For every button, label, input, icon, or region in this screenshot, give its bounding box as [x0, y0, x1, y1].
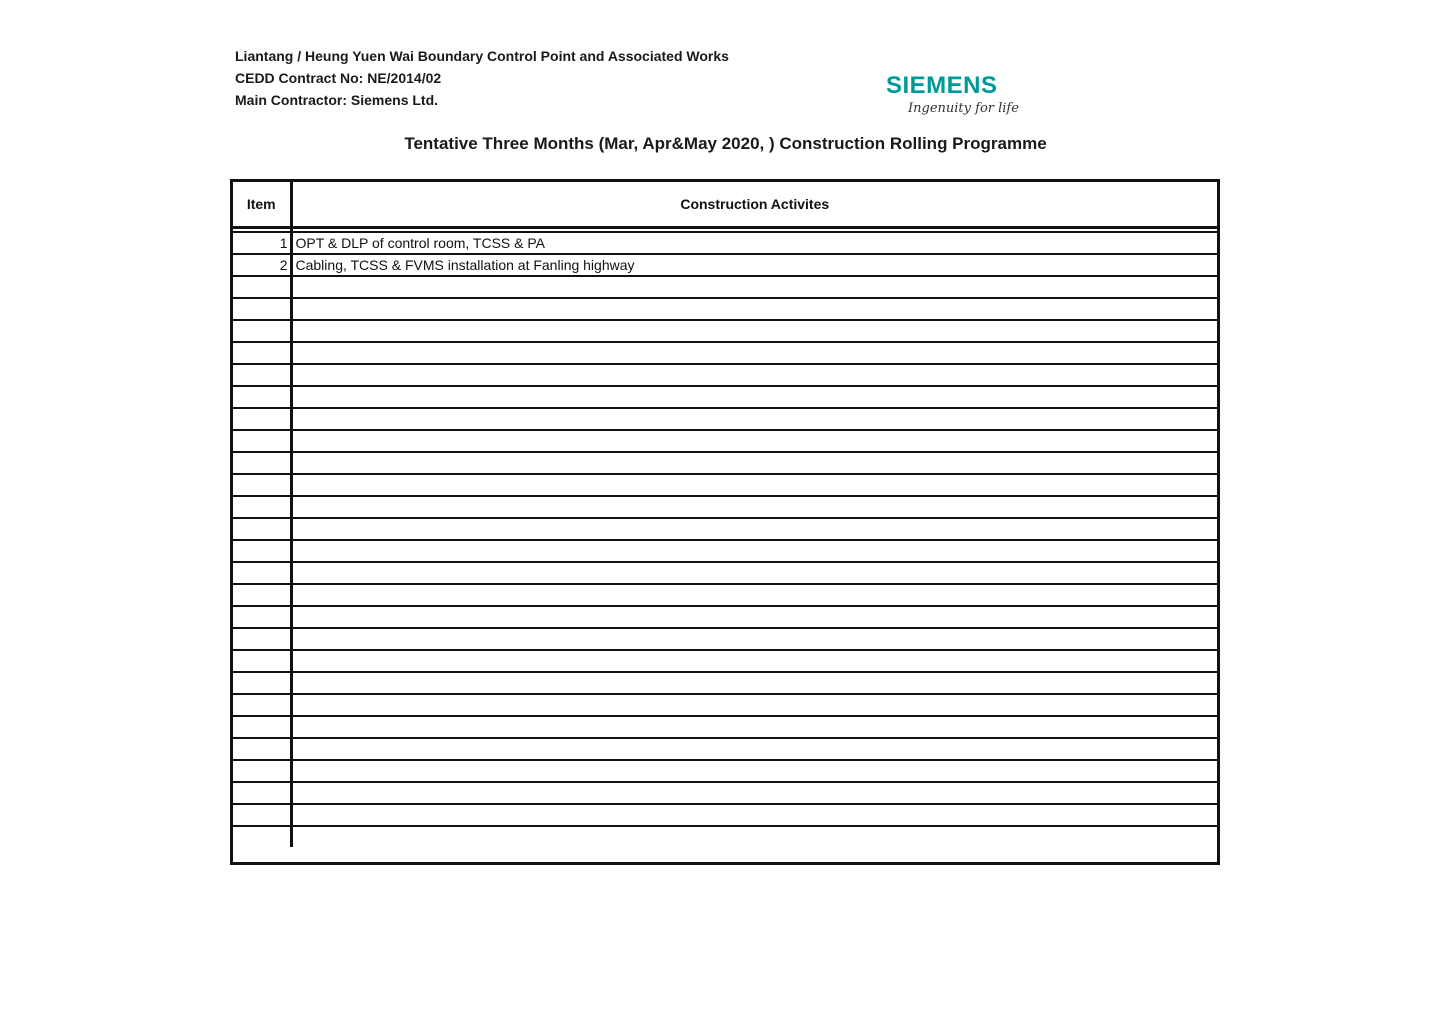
item-number-cell: [233, 518, 291, 540]
item-number-cell: [233, 716, 291, 738]
item-number-cell: [233, 562, 291, 584]
item-number-cell: [233, 826, 291, 847]
item-number-cell: [233, 320, 291, 342]
item-number-cell: [233, 276, 291, 298]
contract-number: CEDD Contract No: NE/2014/02: [235, 70, 442, 86]
activity-cell: [291, 826, 1217, 847]
table-row: [233, 342, 1217, 364]
activity-cell: [291, 694, 1217, 716]
item-number-cell: [233, 650, 291, 672]
activity-cell: [291, 650, 1217, 672]
programme-table-frame: [230, 179, 1220, 865]
table-row: [233, 782, 1217, 804]
logo-tagline: Ingenuity for life: [908, 101, 1019, 116]
activity-cell: [291, 276, 1217, 298]
page-title: [0, 133, 1451, 155]
activity-cell: [291, 672, 1217, 694]
activity-cell: [291, 518, 1217, 540]
table-row: [233, 584, 1217, 606]
item-number-cell: [233, 496, 291, 518]
activity-cell: [291, 474, 1217, 496]
column-header-item: Item: [233, 182, 291, 228]
table-row: [233, 364, 1217, 386]
activity-cell: [291, 452, 1217, 474]
table-row: [233, 650, 1217, 672]
item-number-cell: [233, 408, 291, 430]
siemens-logo: [886, 72, 1026, 124]
table-row: [233, 672, 1217, 694]
page-title-text: Tentative Three Months (Mar, Apr&May 2020, ) Construction Rolling Programme: [404, 134, 1047, 153]
activity-cell: [291, 342, 1217, 364]
activity-cell: [291, 782, 1217, 804]
item-number-cell: [233, 628, 291, 650]
item-number-cell: [233, 672, 291, 694]
table-row: [233, 298, 1217, 320]
table-row: [233, 716, 1217, 738]
activity-cell: Cabling, TCSS & FVMS installation at Fanling highway: [291, 254, 1217, 276]
item-number-cell: [233, 804, 291, 826]
table-row: [233, 694, 1217, 716]
table-row: [233, 254, 1217, 276]
item-number-cell: [233, 474, 291, 496]
activity-cell: [291, 408, 1217, 430]
item-number-cell: [233, 782, 291, 804]
activity-cell: OPT & DLP of control room, TCSS & PA: [291, 232, 1217, 254]
column-header-activities: Construction Activites: [291, 182, 1217, 228]
main-contractor: Main Contractor: Siemens Ltd.: [235, 92, 439, 108]
item-number-cell: [233, 452, 291, 474]
table-row: [233, 386, 1217, 408]
table-row: [233, 606, 1217, 628]
item-number-cell: [233, 298, 291, 320]
item-number-cell: 1: [233, 232, 291, 254]
programme-table: [233, 182, 1217, 847]
item-number-cell: [233, 584, 291, 606]
item-number-cell: [233, 540, 291, 562]
table-row: [233, 496, 1217, 518]
activity-cell: [291, 320, 1217, 342]
activity-cell: [291, 386, 1217, 408]
activity-cell: [291, 430, 1217, 452]
table-row: [233, 826, 1217, 847]
activity-cell: [291, 584, 1217, 606]
activity-cell: [291, 364, 1217, 386]
table-row: [233, 430, 1217, 452]
activity-cell: [291, 804, 1217, 826]
table-row: [233, 232, 1217, 254]
project-name: Liantang / Heung Yuen Wai Boundary Control Point and Associated Works: [235, 48, 729, 64]
table-row: [233, 474, 1217, 496]
table-header-row: [233, 182, 1217, 228]
item-number-cell: [233, 606, 291, 628]
table-row: [233, 276, 1217, 298]
activity-cell: [291, 298, 1217, 320]
activity-cell: [291, 606, 1217, 628]
item-number-cell: [233, 430, 291, 452]
item-number-cell: 2: [233, 254, 291, 276]
activity-cell: [291, 738, 1217, 760]
table-row: [233, 738, 1217, 760]
table-row: [233, 452, 1217, 474]
activity-cell: [291, 540, 1217, 562]
activity-cell: [291, 496, 1217, 518]
logo-wordmark: SIEMENS: [886, 72, 998, 99]
table-row: [233, 562, 1217, 584]
table-row: [233, 320, 1217, 342]
table-row: [233, 760, 1217, 782]
item-number-cell: [233, 342, 291, 364]
activity-cell: [291, 628, 1217, 650]
table-row: [233, 628, 1217, 650]
item-number-cell: [233, 738, 291, 760]
table-body: [233, 228, 1217, 848]
document-header: [235, 45, 729, 111]
item-number-cell: [233, 386, 291, 408]
item-number-cell: [233, 694, 291, 716]
table-row: [233, 408, 1217, 430]
activity-cell: [291, 562, 1217, 584]
item-number-cell: [233, 364, 291, 386]
table-row: [233, 804, 1217, 826]
table-row: [233, 540, 1217, 562]
activity-cell: [291, 716, 1217, 738]
activity-cell: [291, 760, 1217, 782]
table-row: [233, 518, 1217, 540]
item-number-cell: [233, 760, 291, 782]
